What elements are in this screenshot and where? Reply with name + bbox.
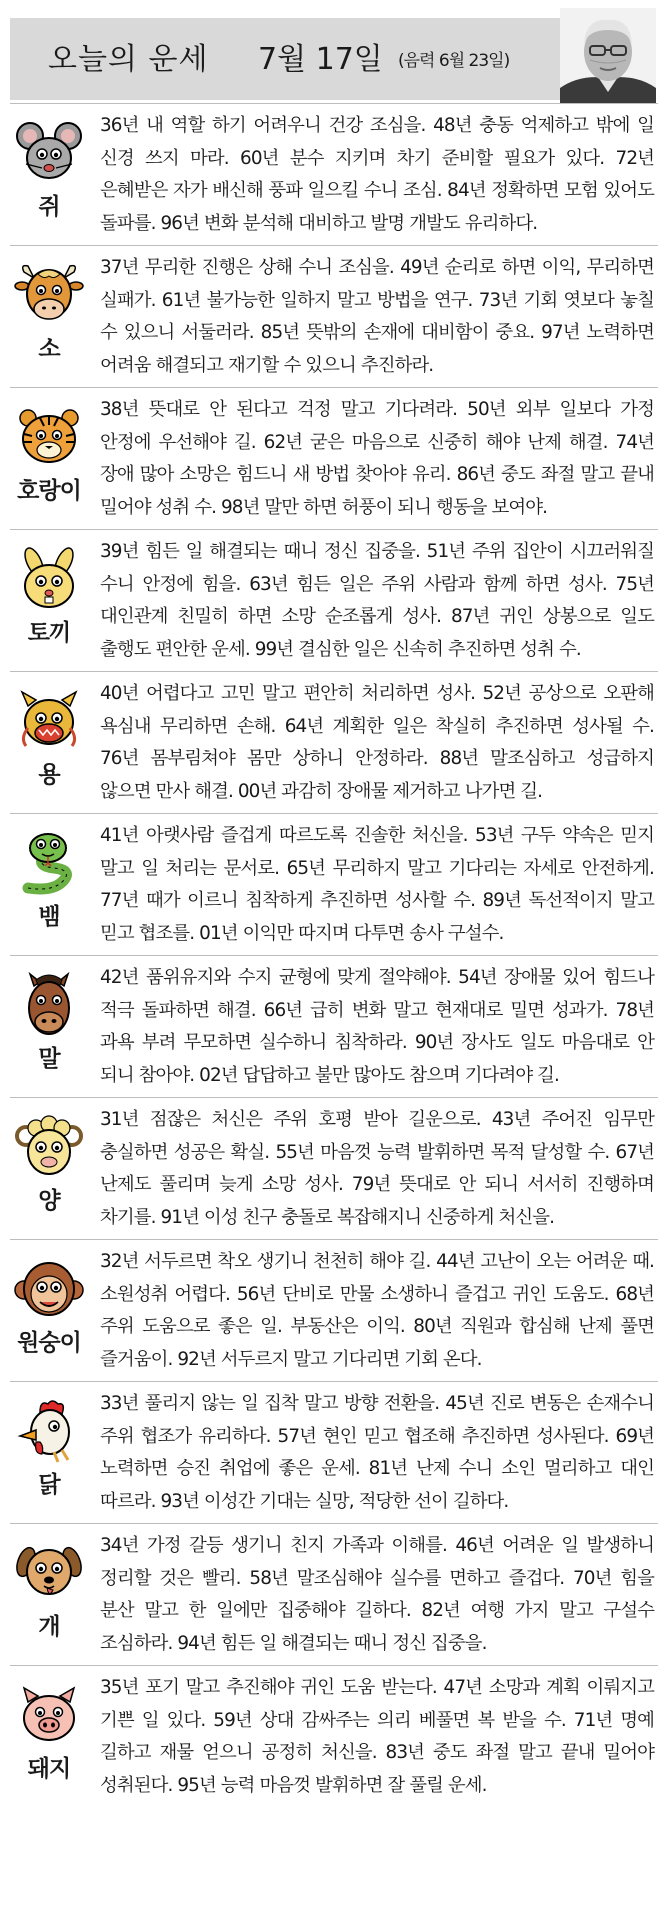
- fortune-text: 31년 점잖은 처신은 주위 호평 받아 길운으로. 43년 주어진 임무만 충실하면 성공은 확실. 55년 마음껏 능력 발휘하면 목적 달성할 수. 67년 난제도 풀리며 늦게 소망 성사. 79년 뜻대로 안 되니 서서히 진행하며 차기를. 91년 이성 친구 충돌로 복잡해지니 신중하게 처신을.: [100, 1109, 654, 1228]
- dog-icon: [14, 1540, 84, 1606]
- animal-name: 소: [38, 336, 60, 362]
- animal-column: [10, 672, 88, 813]
- zodiac-list: [10, 103, 658, 1806]
- animal-name: 호랑이: [17, 478, 81, 504]
- animal-column: [10, 1666, 88, 1806]
- zodiac-row-rooster: [10, 1381, 658, 1523]
- animal-name: 말: [38, 1046, 60, 1072]
- fortune-text: 34년 가정 갈등 생기니 친지 가족과 이해를. 46년 어려운 일 발생하니 정리할 것은 빨리. 58년 말조심해야 실수를 면하고 즐겁다. 70년 힘을 분산 말고 한 일에만 집중해야 길하다. 82년 여행 가지 말고 구설수 조심하라. 94년 힘든 일 해결되는 때니 정신 집중을.: [100, 1535, 654, 1654]
- zodiac-row-mouse: [10, 103, 658, 245]
- header-bar: [10, 18, 570, 100]
- animal-name: 양: [38, 1188, 60, 1214]
- animal-name: 원숭이: [17, 1330, 81, 1356]
- ox-icon: [14, 262, 84, 328]
- dragon-icon: [14, 688, 84, 754]
- zodiac-row-dragon: [10, 671, 658, 813]
- fortune-text: 38년 뜻대로 안 된다고 걱정 말고 기다려라. 50년 외부 일보다 가정 안정에 우선해야 길. 62년 굳은 마음으로 신중히 해야 난제 해결. 74년 장애 많아 소망은 힘드니 새 방법 찾아야 유리. 86년 중도 좌절 말고 끝내 밀어야 성취 수. 98년 말만 하면 허풍이 되니 행동을 보여야.: [100, 399, 654, 518]
- page-title: 오늘의 운세: [48, 42, 209, 77]
- tiger-icon: [14, 404, 84, 470]
- fortune-text: 41년 아랫사람 즐겁게 따르도록 진솔한 처신을. 53년 구두 약속은 믿지 말고 일 처리는 문서로. 65년 무리하지 말고 기다리는 자세로 안전하게. 77년 때가 이르니 침착하게 추진하면 성사할 수. 89년 독선적이지 말고 믿고 협조를. 01년 이익만 따지며 다투면 송사 구설수.: [100, 825, 654, 944]
- animal-column: [10, 1098, 88, 1239]
- mouse-icon: [14, 120, 84, 186]
- horse-icon: [14, 972, 84, 1038]
- animal-column: [10, 1240, 88, 1381]
- monkey-icon: [14, 1256, 84, 1322]
- pig-icon: [14, 1682, 84, 1748]
- rooster-icon: [14, 1398, 84, 1464]
- animal-column: [10, 1524, 88, 1665]
- fortune-text: 36년 내 역할 하기 어려우니 건강 조심을. 48년 충동 억제하고 밖에 일 신경 쓰지 마라. 60년 분수 지키며 차기 준비할 필요가 있다. 72년 은혜받은 자가 배신해 풍파 일으킬 수니 조심. 84년 정확하면 모험 있어도 돌파를. 96년 변화 분석해 대비하고 발명 개발도 유리하다.: [100, 115, 654, 234]
- date-label: 7월 17일: [258, 42, 383, 77]
- animal-name: 개: [38, 1614, 60, 1640]
- fortune-text: 32년 서두르면 착오 생기니 천천히 해야 길. 44년 고난이 오는 어려운 때.소원성취 어렵다. 56년 단비로 만물 소생하니 즐겁고 귀인 도움도. 68년 주위 도움으로 좋은 일. 부동산은 이익. 80년 직원과 합심해 난제 풀면 즐거움이. 92년 서두르지 말고 기다리면 기회 온다.: [100, 1251, 654, 1370]
- animal-name: 용: [38, 762, 60, 788]
- zodiac-row-horse: [10, 955, 658, 1097]
- lunar-date-label: (음력 6월 23일): [398, 51, 510, 71]
- animal-name: 돼지: [27, 1756, 71, 1782]
- fortune-text: 35년 포기 말고 추진해야 귀인 도움 받는다. 47년 소망과 계획 이뤄지고 기쁜 일 있다. 59년 상대 감싸주는 의리 베풀면 복 받을 수. 71년 명예 길하고 재물 얻으니 공정히 처신을. 83년 중도 좌절 말고 끝내 밀어야 성취된다. 95년 능력 마음껏 발휘하면 잘 풀릴 운세.: [100, 1677, 654, 1796]
- animal-column: [10, 246, 88, 387]
- animal-name: 토끼: [27, 620, 71, 646]
- zodiac-row-monkey: [10, 1239, 658, 1381]
- fortune-text: 40년 어렵다고 고민 말고 편안히 처리하면 성사. 52년 공상으로 오판해 욕심내 무리하면 손해. 64년 계획한 일은 착실히 추진하면 성사될 수. 76년 몸부림쳐야 몸만 상하니 안정하라. 88년 말조심하고 성급하지 않으면 만사 해결. 00년 과감히 장애물 제거하고 나가면 길.: [100, 683, 654, 802]
- fortune-text: 37년 무리한 진행은 상해 수니 조심을. 49년 순리로 하면 이익, 무리하면 실패가. 61년 불가능한 일하지 말고 방법을 연구. 73년 기회 엿보다 놓칠 수 있으니 서둘러라. 85년 뜻밖의 손재에 대비함이 중요. 97년 노력하면 어려움 해결되고 재기할 수 있으니 추진하라.: [100, 257, 654, 376]
- animal-name: 닭: [38, 1472, 60, 1498]
- animal-column: [10, 1382, 88, 1523]
- zodiac-row-snake: [10, 813, 658, 955]
- snake-icon: [14, 830, 84, 896]
- sheep-icon: [14, 1114, 84, 1180]
- fortune-text: 39년 힘든 일 해결되는 때니 정신 집중을. 51년 주위 집안이 시끄러워질 수니 안정에 힘을. 63년 힘든 일은 주위 사람과 함께 하면 성사. 75년 대인관계 친밀히 하면 소망 순조롭게 성사. 87년 귀인 상봉으로 일도 출행도 편안한 운세. 99년 결심한 일은 신속히 추진하면 성취 수.: [100, 541, 654, 660]
- zodiac-row-dog: [10, 1523, 658, 1665]
- animal-column: [10, 530, 88, 671]
- animal-column: [10, 814, 88, 955]
- zodiac-row-pig: [10, 1665, 658, 1806]
- animal-column: [10, 388, 88, 529]
- fortune-text: 33년 풀리지 않는 일 집착 말고 방향 전환을. 45년 진로 변동은 손재수니 주위 협조가 유리하다. 57년 현인 믿고 협조해 추진하면 성사된다. 69년 노력하면 승진 취업에 좋은 운세. 81년 난제 수니 소인 멀리하고 대인 따르라. 93년 이성간 기대는 실망, 적당한 선이 길하다.: [100, 1393, 654, 1512]
- zodiac-row-tiger: [10, 387, 658, 529]
- animal-name: 쥐: [38, 194, 60, 220]
- zodiac-row-rabbit: [10, 529, 658, 671]
- author-photo: [560, 8, 656, 104]
- fortune-text: 42년 품위유지와 수지 균형에 맞게 절약해야. 54년 장애물 있어 힘드나 적극 돌파하면 해결. 66년 급히 변화 말고 현재대로 밀면 성과가. 78년 과욕 부려 무모하면 실수하니 침착하라. 90년 장사도 일도 마음대로 안 되니 참아야. 02년 답답하고 불만 많아도 참으며 기다려야 길.: [100, 967, 654, 1086]
- zodiac-row-ox: [10, 245, 658, 387]
- animal-column: [10, 956, 88, 1097]
- animal-column: [10, 104, 88, 245]
- zodiac-row-sheep: [10, 1097, 658, 1239]
- rabbit-icon: [14, 546, 84, 612]
- animal-name: 뱀: [38, 904, 60, 930]
